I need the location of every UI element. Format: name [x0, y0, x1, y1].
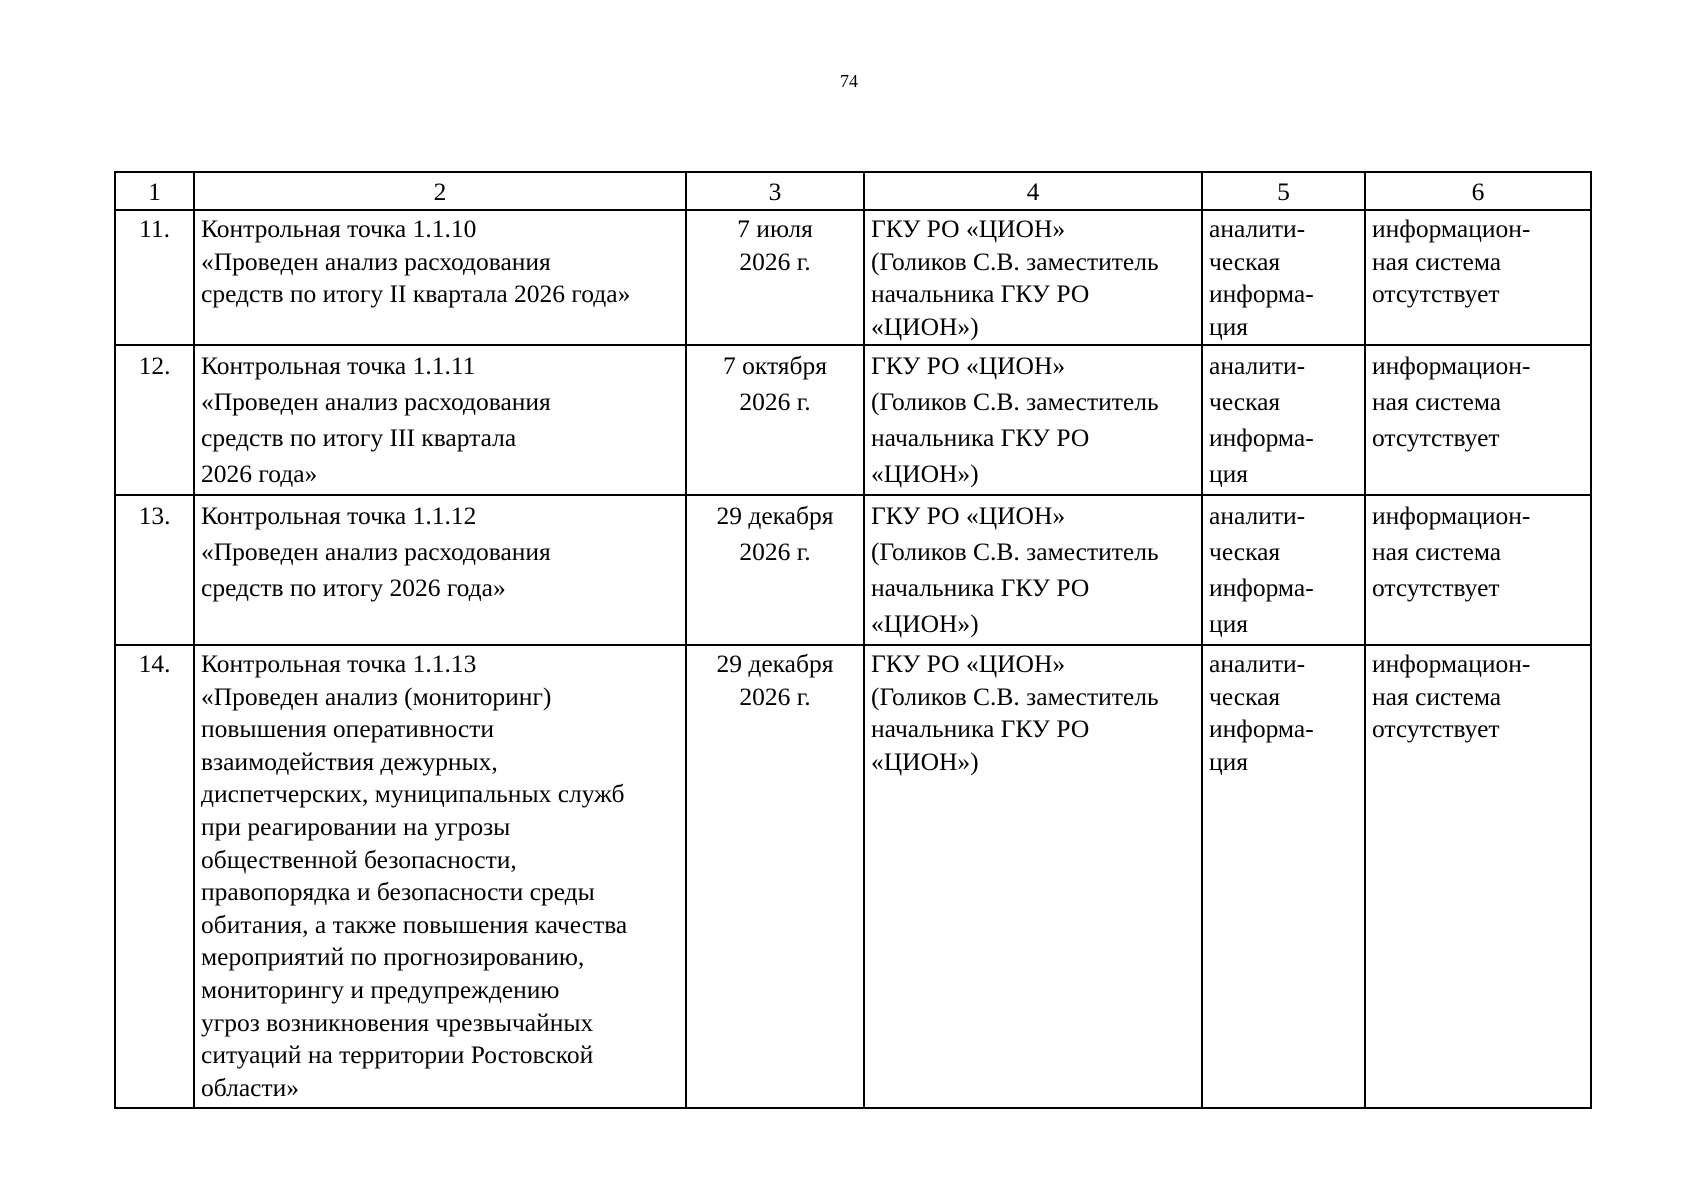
date-line: 2026 г.	[739, 681, 811, 711]
date-line: 7 июля	[737, 214, 813, 243]
responsible-line: «ЦИОН»)	[871, 459, 979, 488]
info-system-line: отсутствует	[1372, 573, 1500, 602]
responsible-cell	[864, 345, 1202, 495]
info-system-line: ная система	[1372, 681, 1502, 711]
event-cell	[194, 495, 686, 645]
doc-type-line: ция	[1209, 609, 1249, 638]
table-row	[115, 495, 1591, 645]
table-row	[115, 645, 1591, 1108]
info-system-cell	[1365, 645, 1591, 1108]
info-system-line: ная система	[1372, 246, 1502, 276]
doc-type-line: информа-	[1209, 423, 1314, 452]
info-system-line: отсутствует	[1372, 423, 1500, 452]
responsible-line: «ЦИОН»)	[871, 311, 979, 341]
event-line: при реагировании на угрозы	[201, 811, 511, 841]
doc-type-line: ция	[1209, 746, 1249, 776]
doc-type-line: ция	[1209, 311, 1249, 341]
responsible-line: «ЦИОН»)	[871, 746, 979, 776]
doc-type-line: ческая	[1209, 246, 1281, 276]
info-system-line: отсутствует	[1372, 279, 1500, 308]
doc-type-line: аналити-	[1209, 351, 1306, 380]
event-line: средств по итогу 2026 года»	[201, 573, 506, 602]
event-line: мероприятий по прогнозированию,	[201, 942, 585, 972]
event-line: угроз возникновения чрезвычайных	[201, 1007, 594, 1037]
info-system-cell	[1365, 495, 1591, 645]
responsible-line: начальника ГКУ РО	[871, 573, 1090, 602]
event-line: Контрольная точка 1.1.13	[201, 649, 477, 678]
event-line: Контрольная точка 1.1.10	[201, 214, 477, 243]
event-line: 2026 года»	[201, 459, 318, 488]
row-number-cell	[115, 345, 194, 495]
event-line: области»	[201, 1072, 299, 1102]
event-line: повышения оперативности	[201, 714, 495, 744]
doc-type-line: аналити-	[1209, 649, 1306, 678]
column-number-header: 4	[864, 172, 1202, 210]
responsible-line: «ЦИОН»)	[871, 609, 979, 638]
doc-type-line: аналити-	[1209, 501, 1306, 530]
responsible-line: начальника ГКУ РО	[871, 714, 1090, 744]
info-system-line: ная система	[1372, 387, 1502, 416]
info-system-line: отсутствует	[1372, 714, 1500, 744]
event-line: ситуаций на территории Ростовской	[201, 1040, 594, 1070]
doc-type-line: ция	[1209, 459, 1249, 488]
responsible-line: (Голиков С.В. заместитель	[871, 387, 1159, 416]
row-number: 13.	[138, 501, 171, 530]
date-line: 2026 г.	[739, 246, 811, 276]
date-line: 2026 г.	[739, 537, 811, 566]
row-number: 14.	[138, 649, 171, 678]
event-cell	[194, 645, 686, 1108]
responsible-line: начальника ГКУ РО	[871, 423, 1090, 452]
column-number-header: 6	[1365, 172, 1591, 210]
responsible-line: ГКУ РО «ЦИОН»	[871, 351, 1066, 380]
event-line: диспетчерских, муниципальных служб	[201, 779, 625, 809]
event-line: мониторингу и предупреждению	[201, 974, 560, 1004]
event-line: «Проведен анализ (мониторинг)	[201, 681, 552, 711]
doc-type-line: ческая	[1209, 537, 1281, 566]
column-number-header: 5	[1202, 172, 1365, 210]
event-line: Контрольная точка 1.1.12	[201, 501, 477, 530]
responsible-line: (Голиков С.В. заместитель	[871, 537, 1159, 566]
doc-type-cell	[1202, 495, 1365, 645]
date-line: 2026 г.	[739, 387, 811, 416]
info-system-cell	[1365, 210, 1591, 345]
event-line: правопорядка и безопасности среды	[201, 877, 595, 907]
info-system-line: информацион-	[1372, 214, 1531, 243]
page-number: 74	[840, 71, 858, 91]
event-line: «Проведен анализ расходования	[201, 246, 551, 276]
responsible-line: ГКУ РО «ЦИОН»	[871, 649, 1066, 678]
date-cell	[686, 210, 864, 345]
date-line: 29 декабря	[716, 649, 834, 678]
info-system-line: информацион-	[1372, 501, 1531, 530]
column-number-header: 3	[686, 172, 864, 210]
row-number: 11.	[139, 214, 170, 243]
row-number-cell	[115, 495, 194, 645]
doc-type-line: аналити-	[1209, 214, 1306, 243]
responsible-line: начальника ГКУ РО	[871, 279, 1090, 308]
responsible-cell	[864, 210, 1202, 345]
responsible-cell	[864, 495, 1202, 645]
doc-type-line: информа-	[1209, 573, 1314, 602]
event-line: средств по итогу II квартала 2026 года»	[201, 279, 631, 308]
doc-type-line: информа-	[1209, 714, 1314, 744]
row-number: 12.	[138, 351, 171, 380]
doc-type-cell	[1202, 210, 1365, 345]
responsible-line: (Голиков С.В. заместитель	[871, 246, 1159, 276]
doc-type-cell	[1202, 645, 1365, 1108]
responsible-line: ГКУ РО «ЦИОН»	[871, 214, 1066, 243]
event-line: взаимодействия дежурных,	[201, 746, 498, 776]
event-line: «Проведен анализ расходования	[201, 387, 551, 416]
event-line: обитания, а также повышения качества	[201, 909, 628, 939]
table-row	[115, 210, 1591, 345]
column-number-row	[115, 172, 1591, 210]
column-number-header: 1	[115, 172, 194, 210]
row-number-cell	[115, 210, 194, 345]
date-cell	[686, 345, 864, 495]
date-line: 29 декабря	[716, 501, 834, 530]
info-system-cell	[1365, 345, 1591, 495]
info-system-line: информацион-	[1372, 351, 1531, 380]
doc-type-line: ческая	[1209, 387, 1281, 416]
row-number-cell	[115, 645, 194, 1108]
event-cell	[194, 210, 686, 345]
doc-type-cell	[1202, 345, 1365, 495]
date-line: 7 октября	[723, 351, 827, 380]
event-line: общественной безопасности,	[201, 844, 517, 874]
info-system-line: ная система	[1372, 537, 1502, 566]
doc-type-line: ческая	[1209, 681, 1281, 711]
responsible-line: (Голиков С.В. заместитель	[871, 681, 1159, 711]
event-line: средств по итогу III квартала	[201, 423, 517, 452]
column-number-header: 2	[194, 172, 686, 210]
date-cell	[686, 495, 864, 645]
info-system-line: информацион-	[1372, 649, 1531, 678]
event-cell	[194, 345, 686, 495]
control-points-table	[114, 171, 1592, 1109]
responsible-cell	[864, 645, 1202, 1108]
table-row	[115, 345, 1591, 495]
responsible-line: ГКУ РО «ЦИОН»	[871, 501, 1066, 530]
event-line: Контрольная точка 1.1.11	[201, 351, 476, 380]
event-line: «Проведен анализ расходования	[201, 537, 551, 566]
date-cell	[686, 645, 864, 1108]
doc-type-line: информа-	[1209, 279, 1314, 308]
